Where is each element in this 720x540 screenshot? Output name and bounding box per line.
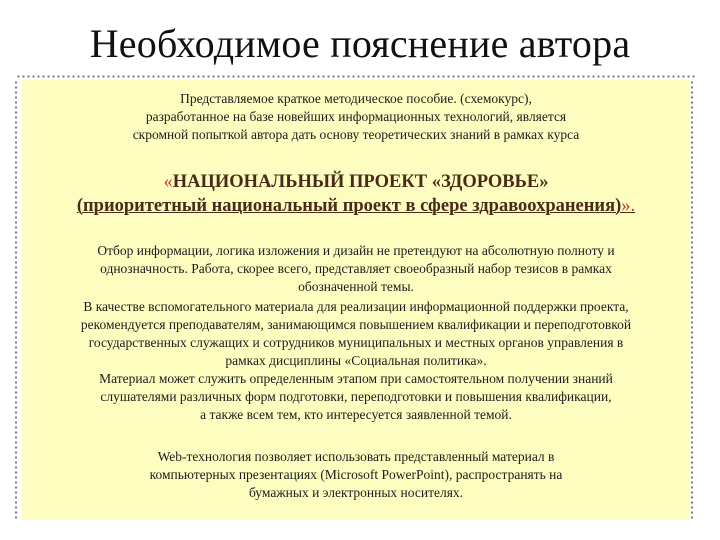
open-quote: « [163, 172, 173, 192]
paragraph-line: рамках дисциплины «Социальная политика». [225, 353, 487, 368]
paragraph-line: слушателями различных форм подготовки, переподготовки и повышения квалификации, [100, 389, 612, 404]
paragraph-line: обозначенной темы. [298, 279, 414, 294]
intro-paragraph [22, 90, 690, 144]
author-note-panel [22, 80, 690, 520]
close-quote: ». [621, 196, 636, 216]
paragraph-line: В качестве вспомогательного материала для реализации информационной поддержки проекта, [83, 299, 629, 314]
paragraph-line: Web-технология позволяет использовать представленный материал в [157, 449, 555, 464]
dotted-border-left [14, 80, 18, 520]
project-name: НАЦИОНАЛЬНЫЙ ПРОЕКТ «ЗДОРОВЬЕ» [172, 172, 549, 192]
paragraph-line: однозначность. Работа, скорее всего, представляет своеобразный набор тезисов в рамках [100, 261, 612, 276]
intro-line: разработанное на базе новейших информационных технологий, является [145, 109, 567, 124]
paragraph-line: бумажных и электронных носителях. [248, 485, 464, 500]
disclaimer-paragraph [22, 242, 690, 296]
paragraph-line: рекомендуется преподавателям, занимающимся повышением квалификации и переподготовкой [80, 317, 632, 332]
recommendation-paragraph [22, 298, 690, 370]
project-heading-line1 [22, 170, 690, 194]
paragraph-line: Отбор информации, логика изложения и дизайн не претендуют на абсолютную полноту и [97, 243, 615, 258]
paragraph-line: компьютерных презентациях (Microsoft PowerPoint), распространять на [149, 467, 563, 482]
dotted-border-right [690, 80, 694, 520]
intro-line: скромной попыткой автора дать основу теоретических знаний в рамках курса [132, 127, 580, 142]
paragraph-line: а также всем тем, кто интересуется заявленной темой. [200, 407, 512, 422]
dotted-border-top [16, 75, 696, 78]
project-heading-line2 [22, 194, 690, 218]
intro-line: Представляемое краткое методическое пособие. (схемокурс), [180, 91, 532, 106]
slide-title: Необходимое пояснение автора [89, 21, 631, 66]
usage-paragraph [22, 370, 690, 424]
web-technology-paragraph [22, 448, 690, 502]
paragraph-line: Материал может служить определенным этапом при самостоятельном получении знаний [99, 371, 613, 386]
project-subtitle: (приоритетный национальный проект в сфере здравоохранения) [76, 196, 622, 216]
paragraph-line: государственных служащих и сотрудников муниципальных и местных органов управления в [88, 335, 624, 350]
